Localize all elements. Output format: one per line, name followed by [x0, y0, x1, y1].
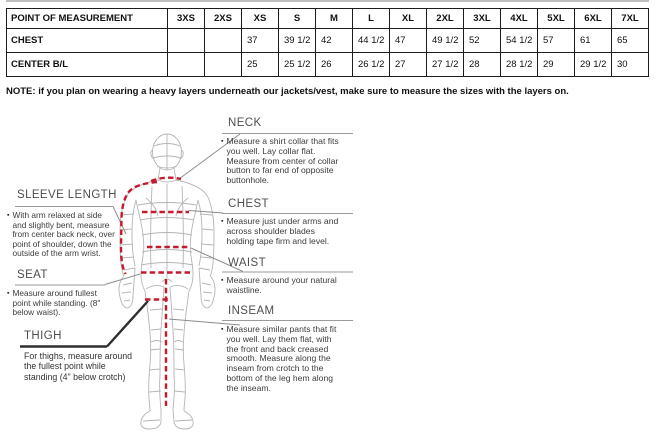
chest-3xl: 52	[464, 29, 501, 53]
chest-4xl: 54 1/2	[501, 29, 538, 53]
bullet-icon: ▪	[221, 218, 224, 225]
cbl-xl: 27	[390, 53, 427, 77]
chest-xl: 47	[390, 29, 427, 53]
chest-l: 44 1/2	[353, 29, 390, 53]
row-label-center-bl: CENTER B/L	[7, 53, 168, 77]
cbl-s: 25 1/2	[279, 53, 316, 77]
sleeve-length-label: SLEEVE LENGTH	[17, 189, 117, 201]
cbl-7xl: 30	[612, 53, 649, 77]
cbl-6xl: 29 1/2	[575, 53, 612, 77]
col-6xl: 6XL	[575, 9, 612, 29]
chest-2xl: 49 1/2	[427, 29, 464, 53]
waist-description: ▪ Measure around your natural waistline.	[221, 275, 337, 295]
chest-s: 39 1/2	[279, 29, 316, 53]
col-3xs: 3XS	[168, 9, 205, 29]
chest-m: 42	[316, 29, 353, 53]
col-xs: XS	[242, 9, 279, 29]
neck-description: ▪ Measure a shirt collar that fits you well. Lay collar flat. Measure from center of collar button to far end of opposite buttonhole.	[221, 136, 339, 186]
thigh-description: For thighs, measure around the fullest point while standing (4" below crotch)	[24, 351, 133, 382]
chest-7xl: 65	[612, 29, 649, 53]
thigh-label: THIGH	[24, 330, 62, 342]
cbl-l: 26 1/2	[353, 53, 390, 77]
col-7xl: 7XL	[612, 9, 649, 29]
chest-label: CHEST	[228, 198, 269, 210]
bullet-icon: ▪	[221, 277, 224, 284]
col-s: S	[279, 9, 316, 29]
bullet-icon: ▪	[7, 212, 10, 219]
chest-6xl: 61	[575, 29, 612, 53]
col-xl: XL	[390, 9, 427, 29]
chest-5xl: 57	[538, 29, 575, 53]
row-label-chest: CHEST	[7, 29, 168, 53]
col-m: M	[316, 9, 353, 29]
col-2xs: 2XS	[205, 9, 242, 29]
col-4xl: 4XL	[501, 9, 538, 29]
cbl-4xl: 28 1/2	[501, 53, 538, 77]
cbl-2xl: 27 1/2	[427, 53, 464, 77]
col-3xl: 3XL	[464, 9, 501, 29]
neck-label: NECK	[228, 117, 262, 129]
chest-callout-line	[189, 211, 223, 214]
cbl-3xl: 28	[464, 53, 501, 77]
cbl-m: 26	[316, 53, 353, 77]
layers-note: NOTE: if you plan on wearing a heavy layers underneath our jackets/vest, make sure to measure the sizes with the layers on.	[6, 86, 569, 97]
bullet-icon: ▪	[7, 290, 10, 297]
waist-label: WAIST	[228, 257, 266, 269]
chest-description: ▪ Measure just under arms and across shoulder blades holding tape firm and level.	[221, 216, 339, 246]
chest-xs: 37	[242, 29, 279, 53]
col-2xl: 2XL	[427, 9, 464, 29]
bullet-icon: ▪	[221, 138, 224, 145]
seat-description: ▪ Measure around fullest point while standing. (8" below waist).	[7, 288, 101, 318]
col-l: L	[353, 9, 390, 29]
seat-label: SEAT	[17, 269, 48, 281]
cbl-xs: 25	[242, 53, 279, 77]
sleeve-length-description: ▪ With arm relaxed at side and slightly bent, measure from center back neck, over point of shoulder, down the outside of the arm wrist.	[7, 210, 115, 259]
seat-callout-line	[105, 274, 140, 285]
inseam-label: INSEAM	[228, 305, 275, 317]
inseam-description: ▪ Measure similar pants that fit you well. Lay them flat, with the front and back creased smooth. Measure along the inseam from crotch to the bottom of the leg hem along the inseam.	[221, 324, 337, 393]
bullet-icon: ▪	[221, 326, 224, 333]
col-point-of-measurement: POINT OF MEASUREMENT	[7, 9, 168, 29]
cbl-5xl: 29	[538, 53, 575, 77]
col-5xl: 5XL	[538, 9, 575, 29]
